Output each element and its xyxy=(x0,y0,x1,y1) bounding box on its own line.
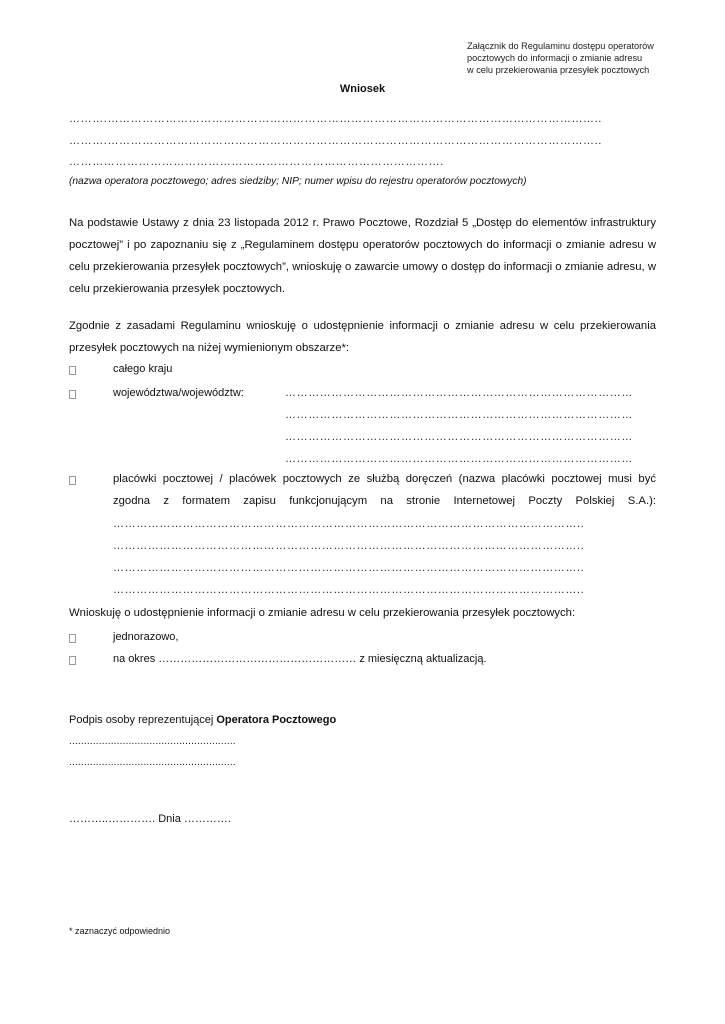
checkbox-once[interactable] xyxy=(69,634,76,643)
option-label-voivodeships: województwa/województw: xyxy=(113,387,244,399)
date-field[interactable]: ………..…………. Dnia …………. xyxy=(69,813,231,825)
operator-field-line[interactable]: ……….……………………………………………………………………………………………………………….. xyxy=(69,135,602,147)
operator-field-line[interactable]: ……………………………………………………………………………………. xyxy=(69,156,444,168)
option-label-post-offices: zgodna z formatem zapisu funkcjonującym na stronie Internetowej Poczty Polskiej S.A.): xyxy=(113,495,656,507)
header-line: Załącznik do Regulaminu dostępu operatorów xyxy=(467,41,654,51)
option-label-whole-country: całego kraju xyxy=(113,363,173,375)
document-title: Wniosek xyxy=(339,83,386,95)
period-suffix: z miesięczną aktualizacją. xyxy=(359,653,487,665)
signature-label-bold: Operatora Pocztowego xyxy=(216,714,337,726)
period-field[interactable]: ……………………………………………… xyxy=(158,653,357,665)
option-label-once: jednorazowo, xyxy=(113,631,179,643)
checkbox-post-offices[interactable] xyxy=(69,476,76,485)
voivodeship-field-line[interactable]: ……………………………………………………………………………… xyxy=(285,453,633,465)
checkbox-period[interactable] xyxy=(69,656,76,665)
paragraph-legal-basis: Na podstawie Ustawy z dnia 23 listopada 2012 r. Prawo Pocztowe, Rozdział 5 „Dostęp do elementów infrastruktury pocztowej” i po zapoznaniu się z „Regulaminem dostępu operatorów pocztowych do informacji o zmianie adresu w celu przekierowania przesyłek pocztowych”, wnioskuję o zawarcie umowy o dostęp do informacji o zmianie adresu, w celu przekierowania przesyłek pocztowych. xyxy=(69,217,656,295)
frequency-intro: Wnioskuję o udostępnienie informacji o zmianie adresu w celu przekierowania przesyłek pocztowych: xyxy=(69,607,576,619)
voivodeship-field-line[interactable]: ……………………………………………………………………………… xyxy=(285,387,633,399)
signature-label xyxy=(69,713,336,727)
option-label-period xyxy=(113,652,487,666)
signature-line[interactable]: ........................................................ xyxy=(69,736,236,747)
checkbox-whole-country[interactable] xyxy=(69,366,76,375)
post-office-field-line[interactable]: ………………………………………………………………………………………………………….. xyxy=(113,540,585,552)
voivodeship-field-line[interactable]: ……………………………………………………………………………… xyxy=(285,409,633,421)
attachment-header xyxy=(467,40,654,76)
footnote: * zaznaczyć odpowiednio xyxy=(69,926,171,936)
signature-label-text: Podpis osoby reprezentującej xyxy=(69,714,217,726)
post-office-field-line[interactable]: ………………………………………………………………………………………………………….. xyxy=(113,584,585,596)
operator-caption: (nazwa operatora pocztowego; adres siedziby; NIP; numer wpisu do rejestru operatorów pocztowych) xyxy=(69,176,527,187)
checkbox-voivodeships[interactable] xyxy=(69,390,76,399)
header-line: w celu przekierowania przesyłek pocztowych xyxy=(467,65,650,75)
voivodeship-field-line[interactable]: ……………………………………………………………………………… xyxy=(285,431,633,443)
paragraph-area-request: Zgodnie z zasadami Regulaminu wnioskuję o udostępnienie informacji o zmianie adresu w celu przekierowania przesyłek pocztowych na niżej wymienionym obszarze*: xyxy=(69,320,656,354)
signature-line[interactable]: ........................................................ xyxy=(69,757,236,768)
post-office-field-line[interactable]: ………………………………………………………………………………………………………….. xyxy=(113,562,585,574)
header-line: pocztowych do informacji o zmianie adresu xyxy=(467,53,643,63)
option-label-post-offices: placówki pocztowej / placówek pocztowych ze służbą doręczeń (nazwa placówki pocztowej musi być xyxy=(113,473,656,485)
operator-field-line[interactable]: ……….……………………………………………………………………………………………………………….. xyxy=(69,113,602,125)
post-office-field-line[interactable]: ………………………………………………………………………………………………………….. xyxy=(113,518,585,530)
period-prefix: na okres xyxy=(113,653,156,665)
